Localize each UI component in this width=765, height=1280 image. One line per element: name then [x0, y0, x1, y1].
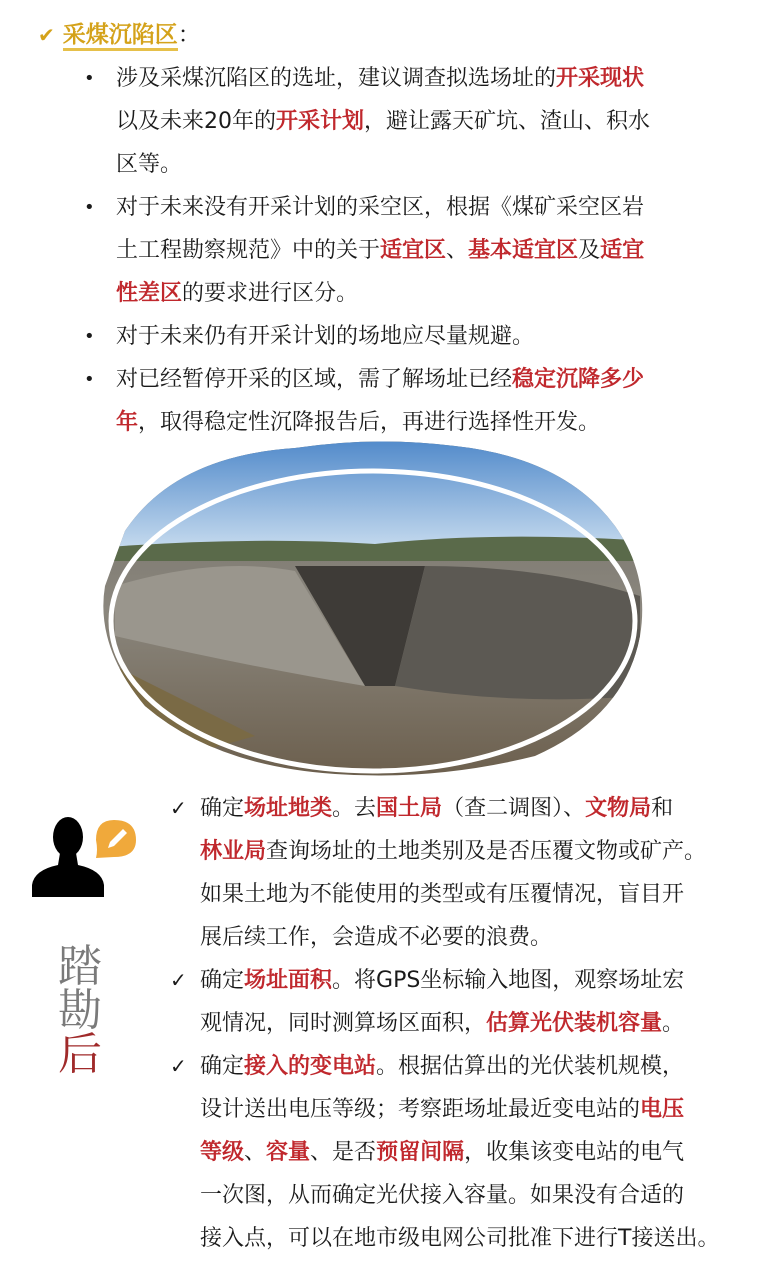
text-line	[200, 1131, 719, 1174]
text-segment: 一次图，从而确定光伏接入容量。如果没有合适的	[200, 1183, 685, 1208]
side-label	[55, 941, 105, 1080]
text-segment: 确定	[200, 1054, 245, 1079]
checklist-item	[170, 1045, 720, 1260]
text-line	[200, 1088, 719, 1131]
bullet-item	[84, 57, 651, 186]
text-line	[200, 916, 706, 959]
text-segment: 区等。	[116, 152, 183, 177]
text-segment: 。	[662, 1011, 685, 1036]
highlighted-text: 开采现状	[556, 66, 645, 91]
text-line	[200, 873, 706, 916]
highlighted-text: 等级	[200, 1140, 245, 1165]
text-segment: 、	[244, 1140, 267, 1165]
text-line	[116, 100, 650, 143]
bullet-item	[84, 315, 535, 358]
bullet-icon: •	[84, 68, 95, 89]
highlighted-text: 林业局	[200, 839, 267, 864]
heading-title: 采煤沉陷区	[63, 22, 178, 51]
text-segment: 和	[651, 796, 674, 821]
highlighted-text: 基本适宜区	[468, 238, 579, 263]
heading	[38, 18, 201, 52]
text-segment: 观情况，同时测算场区面积，	[200, 1011, 487, 1036]
highlighted-text: 接入的变电站	[244, 1054, 377, 1079]
highlighted-text: 适宜区	[380, 238, 447, 263]
checkmark-icon: ✓	[170, 968, 187, 992]
checkmark-icon: ✓	[170, 796, 187, 820]
highlighted-text: 稳定沉降多少	[512, 367, 645, 392]
text-segment: ，收集该变电站的电气	[464, 1140, 685, 1165]
text-segment: 土工程勘察规范》中的关于	[116, 238, 381, 263]
text-line	[200, 1174, 719, 1217]
text-segment: ，取得稳定性沉降报告后，再进行选择性开发。	[138, 410, 601, 435]
checklist-item	[170, 959, 685, 1045]
highlighted-text: 开采计划	[276, 109, 365, 134]
text-segment: 对于未来没有开采计划的采空区，根据《煤矿采空区岩	[116, 195, 645, 220]
highlighted-text: 性差区	[116, 281, 183, 306]
side-label-char: 勘	[58, 985, 102, 1036]
text-segment: 如果土地为不能使用的类型或有压覆情况，盲目开	[200, 882, 685, 907]
text-segment: 确定	[200, 796, 245, 821]
highlighted-text: 国土局	[376, 796, 443, 821]
highlighted-text: 适宜	[600, 238, 645, 263]
text-segment: 及	[578, 238, 601, 263]
text-line	[116, 57, 650, 100]
bullet-icon: •	[84, 369, 95, 390]
text-segment: 确定	[200, 968, 245, 993]
highlighted-text: 预留间隔	[376, 1140, 465, 1165]
text-segment: 的要求进行区分。	[182, 281, 359, 306]
text-segment: 、	[446, 238, 469, 263]
text-segment: 设计送出电压等级；考察距场址最近变电站的	[200, 1097, 641, 1122]
highlighted-text: 文物局	[585, 796, 652, 821]
text-line	[116, 143, 650, 186]
highlighted-text: 年	[116, 410, 139, 435]
side-label-char: 后	[58, 1029, 102, 1080]
text-segment: 涉及采煤沉陷区的选址，建议调查拟选场址的	[116, 66, 557, 91]
checkmark-icon: ✔	[38, 23, 55, 47]
text-line	[116, 358, 644, 401]
text-segment: 。根据估算出的光伏装机规模，	[376, 1054, 685, 1079]
heading-colon: ：	[177, 22, 201, 48]
person-avatar-icon	[30, 815, 142, 900]
checklist-item	[170, 787, 707, 959]
text-segment: 查询场址的土地类别及是否压覆文物或矿产。	[266, 839, 707, 864]
text-line	[200, 1217, 719, 1260]
bullet-item	[84, 186, 645, 315]
text-line	[200, 959, 684, 1002]
text-line	[116, 315, 534, 358]
highlighted-text: 场址地类	[244, 796, 333, 821]
text-line	[200, 830, 706, 873]
text-segment: 以及未来20年的	[116, 109, 276, 134]
bullet-icon: •	[84, 197, 95, 218]
text-line	[200, 787, 706, 830]
text-line	[116, 272, 644, 315]
checkmark-icon: ✓	[170, 1054, 187, 1078]
text-segment: 展后续工作，会造成不必要的浪费。	[200, 925, 553, 950]
highlighted-text: 估算光伏装机容量	[486, 1011, 663, 1036]
text-segment: 对于未来仍有开采计划的场地应尽量规避。	[116, 324, 535, 349]
highlighted-text: 场址面积	[244, 968, 333, 993]
text-segment: 。将GPS坐标输入地图，观察场址宏	[332, 968, 685, 993]
text-segment: 、是否	[310, 1140, 377, 1165]
side-label-char: 踏	[58, 941, 102, 992]
bullet-icon: •	[84, 326, 95, 347]
text-line	[200, 1045, 719, 1088]
highlighted-text: 电压	[640, 1097, 685, 1122]
text-segment: 。去	[332, 796, 377, 821]
bullet-item	[84, 358, 645, 444]
text-segment: 对已经暂停开采的区域，需了解场址已经	[116, 367, 513, 392]
mine-pit-photo	[95, 436, 650, 781]
pencil-badge-icon	[96, 820, 136, 858]
text-line	[116, 186, 644, 229]
highlighted-text: 容量	[266, 1140, 311, 1165]
text-segment: ，避让露天矿坑、渣山、积水	[364, 109, 651, 134]
text-line	[116, 229, 644, 272]
text-line	[200, 1002, 684, 1045]
text-segment: （查二调图）、	[442, 796, 586, 821]
text-segment: 接入点，可以在地市级电网公司批准下进行T接送出。	[200, 1226, 720, 1251]
